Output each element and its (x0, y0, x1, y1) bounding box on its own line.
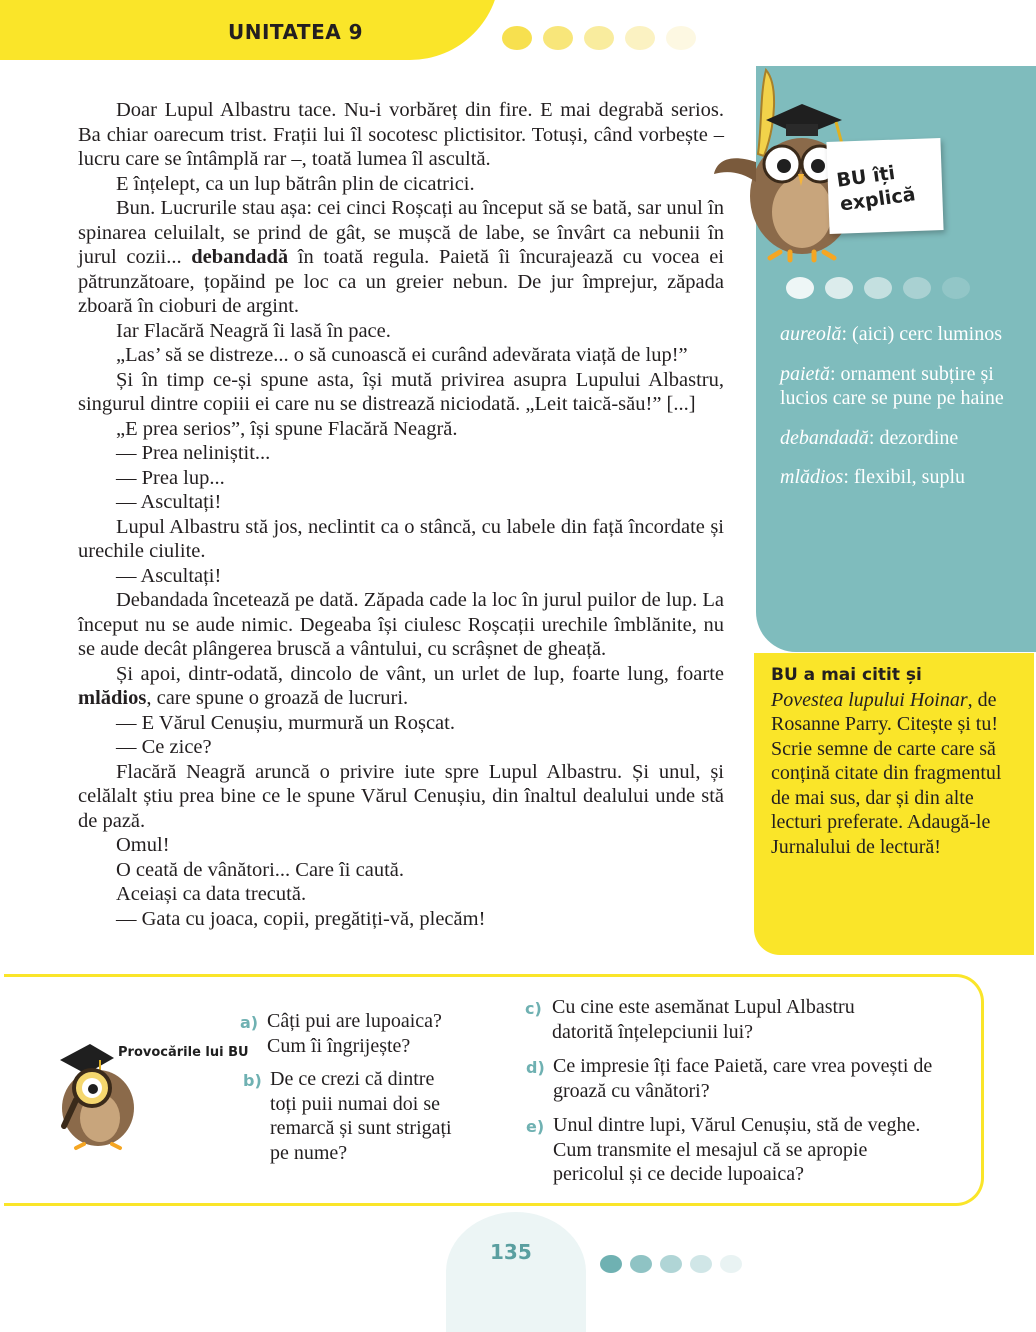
paragraph: Și în timp ce-și spune asta, își mută privirea asupra Lupului Albastru, singurul dintre copiii ei care nu se distrează niciodată. „Leit taică-său!” [...] (78, 368, 724, 415)
question-label: a) (240, 1013, 259, 1032)
owl-magnifier-icon (50, 1030, 249, 1148)
dialogue-line: — Ce zice? (116, 736, 212, 758)
question-d: d) Ce impresie îți face Paietă, care vrea povești de groază cu vânători? (526, 1055, 933, 1102)
question-c: c) Cu cine este asemănat Lupul Albastru datorită înțelepciunii lui? (525, 996, 855, 1043)
dot (690, 1255, 712, 1273)
dot (942, 277, 970, 299)
dot (825, 277, 853, 299)
question-label: d) (526, 1058, 545, 1077)
dot (600, 1255, 622, 1273)
paragraph: Aceiași ca data trecută. (116, 883, 307, 905)
dot (630, 1255, 652, 1273)
paragraph: „Las’ să se distreze... o să cunoască ei curând adevărata viață de lup!” (116, 344, 688, 366)
question-label: b) (243, 1071, 262, 1090)
dot (786, 277, 814, 299)
paragraph: „E prea serios”, își spune Flacără Neagră. (116, 417, 458, 440)
bu-explains-title: BU îți explică (835, 161, 917, 216)
paragraph: Iar Flacără Neagră îi lasă în pace. (116, 319, 391, 342)
dialogue-line: — Ascultați! (116, 564, 222, 587)
dot (666, 26, 696, 50)
question-b: b) De ce crezi că dintre toți puii numai doi se remarcă și sunt strigați pe nume? (243, 1068, 452, 1164)
reading-head: BU a mai citit și (771, 665, 922, 685)
story-text (78, 98, 724, 931)
page-number-badge (446, 1212, 586, 1332)
glossary-entry: paietă: ornament subțire și lucios care se pune pe haine (780, 362, 1004, 409)
paragraph: Și apoi, dintr-odată, dincolo de vânt, un urlet de lup, foarte lung, foarte mlădios, care spune o groază de lucruri. (78, 662, 724, 709)
paragraph: Doar Lupul Albastru tace. Nu-i vorbăreț din fire. E mai degrabă serios. Ba chiar oarecum trist. Frații lui îl socotesc plictisitor. Totuși, când vorbește – lucru care se întâmplă rar –, toată lumea îl ascultă. (78, 99, 724, 170)
dot (720, 1255, 742, 1273)
dialogue-line: — Gata cu joaca, copii, pregătiți-vă, plecăm! (116, 907, 486, 930)
book-title: Povestea lupului Hoinar (771, 688, 968, 711)
question-label: c) (525, 999, 542, 1018)
dot (502, 26, 532, 50)
dot (584, 26, 614, 50)
question-e: e) Unul dintre lupi, Vărul Cenușiu, stă de veghe. Cum transmite el mesajul că se apropie pericolul și ce decide lupoaica? (526, 1114, 921, 1185)
dot (903, 277, 931, 299)
dot (625, 26, 655, 50)
question-a: a) Câți pui are lupoaica? Cum îi îngrijește? (240, 1010, 442, 1057)
dot (543, 26, 573, 50)
glossary-entry: debandadă: dezordine (780, 426, 959, 449)
bu-explains-card (826, 138, 943, 234)
glossary-word: mlădios (78, 687, 147, 709)
glossary-list (780, 322, 1010, 505)
paragraph: Lupul Albastru stă jos, neclintit ca o stâncă, cu labele din față încordate și urechile ciulite. (78, 515, 724, 562)
paragraph: E înțelept, ca un lup bătrân plin de cicatrici. (116, 172, 475, 195)
dot (864, 277, 892, 299)
paragraph: O ceată de vânători... Care îi caută. (116, 858, 404, 881)
dialogue-line: — Prea neliniștit... (116, 442, 271, 464)
sidebar-dots (786, 277, 970, 299)
challenges-title: Provocările lui BU (118, 1045, 249, 1060)
paragraph: Debandada încetează pe dată. Zăpada cade la loc în jurul puilor de lup. La început nu se aude nimic. Degeaba își ciulesc Roșcații urechile îmblănite, nu se aude decât plângerea bruscă a vântului, cu scrâșnet de gheață. (78, 589, 724, 660)
dialogue-line: — Prea lup... (116, 466, 225, 489)
paragraph: Omul! (116, 834, 170, 856)
dialogue-line: — E Vărul Cenușiu, murmură un Roșcat. (116, 711, 455, 734)
reading-recommendation: BU a mai citit și Povestea lupului Hoinar, de Rosanne Parry. Citește și tu! Scrie semne de carte care să conțină citate din fragmentul de mai sus, dar și din alte lecturi preferate. Adaugă-le Jurnalului de lectură! (771, 665, 1002, 858)
paragraph: Flacără Neagră aruncă o privire iute spre Lupul Albastru. Și unul, și celălalt știu prea bine ce le spune Vărul Cenușiu, din înaltul dealului unde stă de pază. (78, 760, 724, 832)
paragraph: Bun. Lucrurile stau așa: cei cinci Roșcați au început să se bată, sar unul în spinarea celuilalt, se prind de gât, se mușcă de labe, se învârt ca nebunii în jurul cozii... debandadă în toată regula. Paietă îi încurajează cu vocea ei pătrunzătoare, țopăind pe loc ca un greier nebun. De jur împrejur, zăpada zboară în cioburi de argint. (78, 197, 725, 317)
footer-dots (600, 1255, 742, 1273)
dialogue-line: — Ascultați! (116, 491, 222, 513)
glossary-entry: aureolă: (aici) cerc luminos (780, 323, 1002, 345)
page-number: 135 (490, 1240, 532, 1264)
glossary-entry: mlădios: flexibil, suplu (780, 466, 966, 488)
dot (660, 1255, 682, 1273)
question-label: e) (526, 1117, 545, 1136)
unit-title: UNITATEA 9 (228, 20, 364, 44)
header-dots (502, 26, 696, 50)
glossary-word: debandadă (191, 246, 289, 268)
